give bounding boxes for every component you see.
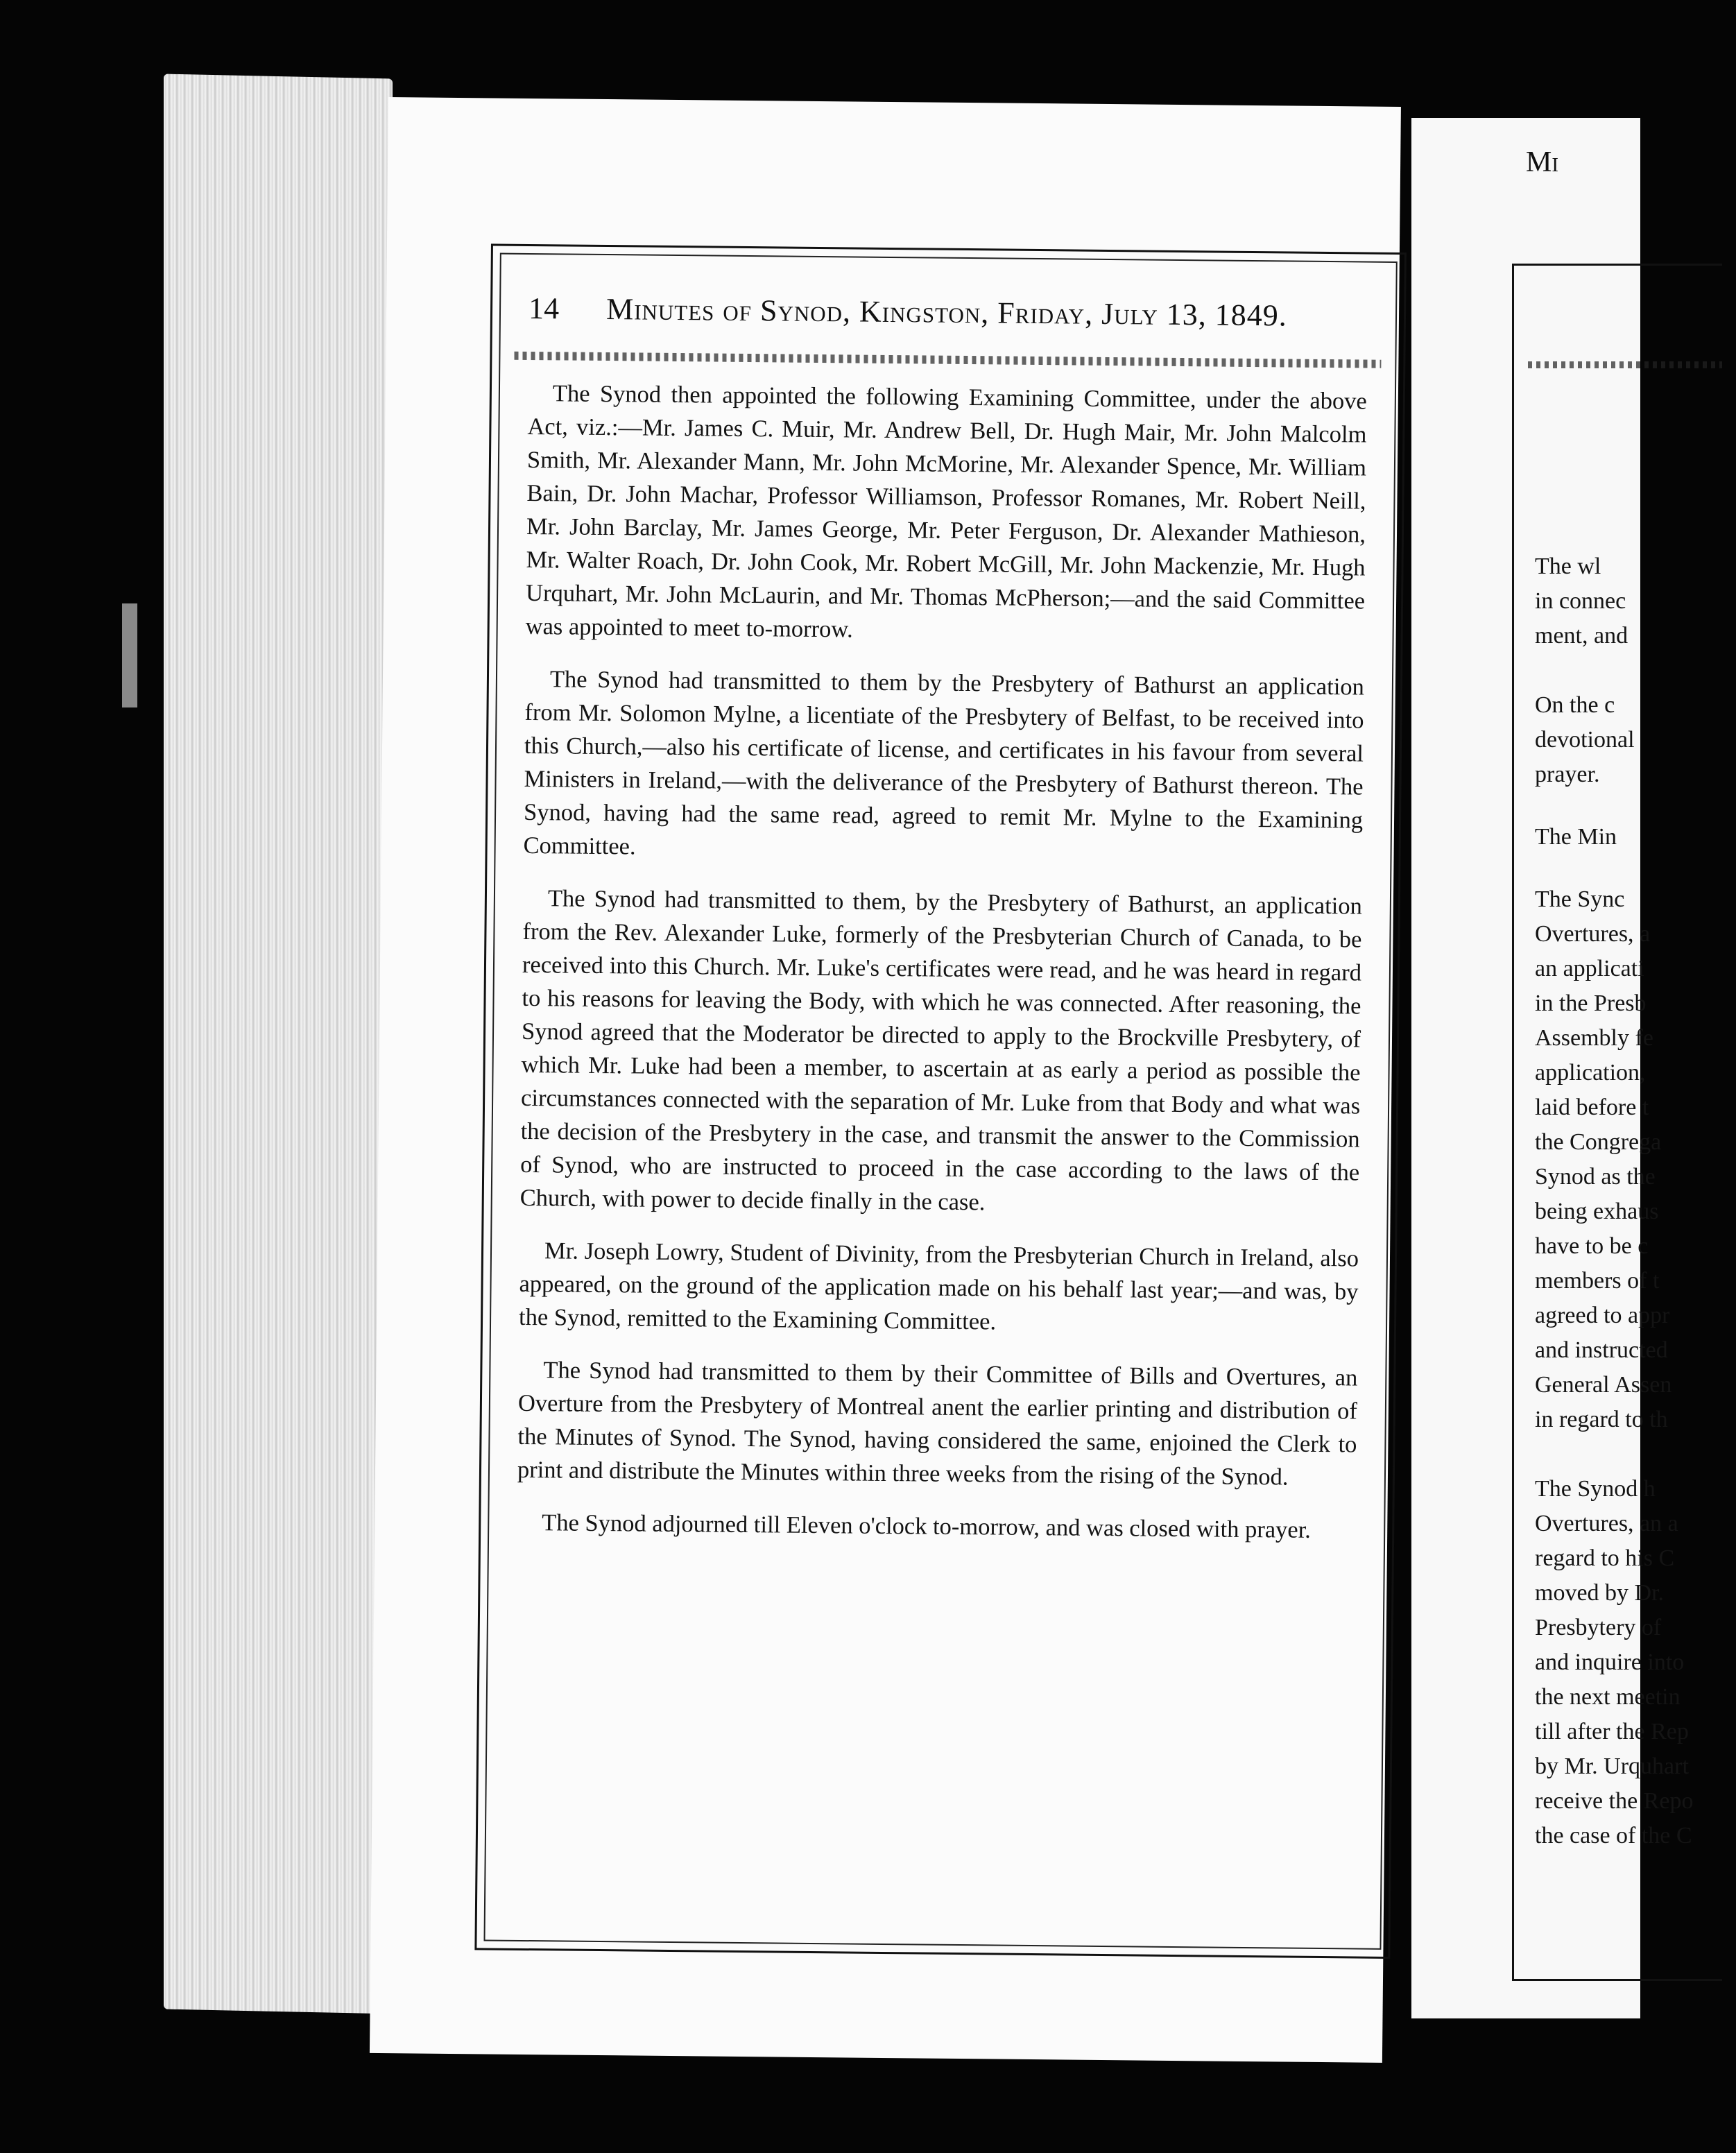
header-rule xyxy=(514,352,1381,368)
right-page xyxy=(1411,118,1694,2018)
right-page-line: The Min xyxy=(1535,824,1617,850)
right-page-line: in regard to th xyxy=(1535,1407,1668,1432)
page-frame-inner xyxy=(483,253,1397,1950)
right-page-line: the case of the C xyxy=(1535,1823,1692,1849)
right-page-line: prayer. xyxy=(1535,762,1600,787)
right-page-line: and instructed xyxy=(1535,1337,1668,1363)
right-page-line: the next meetin xyxy=(1535,1684,1681,1710)
right-page-line: On the c xyxy=(1535,692,1615,718)
right-page-line: and inquire into xyxy=(1535,1649,1685,1675)
right-page-line: ment, and xyxy=(1535,623,1628,649)
right-page-line: by Mr. Urquhart xyxy=(1535,1753,1689,1779)
right-page-header: Mi xyxy=(1526,146,1559,178)
page-header xyxy=(528,284,1368,341)
right-page-frame xyxy=(1512,264,1722,1981)
right-page-line: receive the Repo xyxy=(1535,1788,1694,1814)
right-page-line: the Congrega xyxy=(1535,1129,1662,1155)
right-page-line: The Synod h xyxy=(1535,1476,1656,1502)
right-page-line: devotional xyxy=(1535,727,1635,753)
paragraph-minutes-printing: The Synod had transmitted to them by their Committee of Bills and Overtures, an Overture from the Presbytery of Montreal anent the earlier printing and distribution of the Minutes of Synod. The Synod, having considered the same, enjoined the Clerk to print and distribute the Minutes within three weeks from the rising of the Synod. xyxy=(517,1357,1358,1491)
paragraph-luke-application: The Synod had transmitted to them, by the Presbytery of Bathurst, an application from the Rev. Alexander Luke, formerly of the Presbyterian Church of Canada, to be received into this Church. Mr. Luke's certificates were read, and he was heard in regard to his reasons for leaving the Body, with which he was connected. After reasoning, the Synod agreed that the Moderator be directed to apply to the Brockville Presbytery, of which Mr. Luke had been a member, to ascertain at as early a period as possible the circumstances connected with the separation of Mr. Luke from that Body and what was the decision of the Presbytery in the case, and transmit the answer to the Commission of Synod, who are instructed to proceed in the case according to the laws of the Church, with power to decide finally in the case. xyxy=(519,885,1363,1216)
running-title: Minutes of Synod, Kingston, Friday, July 13, 1849. xyxy=(605,291,1288,332)
paragraph-adjournment: The Synod adjourned till Eleven o'clock to-morrow, and was closed with prayer. xyxy=(542,1509,1312,1543)
right-page-line: Overtures, an a xyxy=(1535,1511,1678,1536)
right-page-line: till after the Rep xyxy=(1535,1719,1689,1744)
right-page-line: General Assen xyxy=(1535,1372,1672,1398)
right-page-line: have to be c xyxy=(1535,1233,1649,1259)
right-page-line: laid before t xyxy=(1535,1095,1649,1120)
right-page-line: regard to his C xyxy=(1535,1545,1675,1571)
right-page-line: Presbytery of xyxy=(1535,1615,1662,1640)
left-page xyxy=(370,97,1401,2063)
right-page-line: Assembly fe xyxy=(1535,1025,1653,1051)
right-page-line: in connec xyxy=(1535,588,1626,614)
paragraph-mylne-application: The Synod had transmitted to them by the Presbytery of Bathurst an application from Mr. Solomon Mylne, a licentiate of the Presbytery of Belfast, to be received into this Church,—also his certificate of license, and certificates in his favour from several Ministers in Ireland,—with the deliverance of the Presbytery of Bathurst thereon. The Synod, having had the same read, agreed to remit Mr. Mylne to the Examining Committee. xyxy=(523,666,1365,860)
paragraph-lowry: Mr. Joseph Lowry, Student of Divinity, from the Presbyterian Church in Ireland, also appeared, on the ground of the application made on his behalf last year;—and was, by the Synod, remitted to the Examining Committee. xyxy=(518,1237,1359,1335)
right-page-line: agreed to appr xyxy=(1535,1303,1670,1328)
right-page-line: The Sync xyxy=(1535,886,1625,912)
right-page-line: application, xyxy=(1535,1060,1646,1086)
page-frame xyxy=(474,243,1407,1959)
book-page-edges xyxy=(164,74,393,2014)
right-page-line: an applicati xyxy=(1535,956,1644,981)
page-number: 14 xyxy=(528,291,560,325)
right-page-line: in the Presb xyxy=(1535,990,1647,1016)
right-page-line: moved by Dr. xyxy=(1535,1580,1665,1606)
right-page-line: The wl xyxy=(1535,554,1601,579)
paragraph-examining-committee: The Synod then appointed the following Examining Committee, under the above Act, viz.:—Mr. James C. Muir, Mr. Andrew Bell, Dr. Hugh Mair, Mr. John Malcolm Smith, Mr. Alexander Mann, Mr. John McMorine, Mr. Alexander Spence, Mr. William Bain, Dr. John Machar, Professor Williamson, Professor Romanes, Mr. Robert Neill, Mr. John Barclay, Mr. James George, Mr. Peter Ferguson, Dr. Alexander Mathieson, Mr. Walter Roach, Dr. John Cook, Mr. Robert McGill, Mr. John Mackenzie, Mr. Hugh Urquhart, Mr. John McLaurin, and Mr. Thomas McPherson;—and the said Committee was appointed to meet to-morrow. xyxy=(525,380,1368,643)
right-page-line: members of t xyxy=(1535,1268,1660,1294)
right-page-line: Synod as the xyxy=(1535,1164,1656,1190)
page-body xyxy=(517,377,1367,1567)
right-page-line: being exhaus xyxy=(1535,1199,1659,1224)
right-header-rule xyxy=(1528,361,1722,368)
right-page-line: Overtures, a xyxy=(1535,921,1651,947)
bookmark-ribbon xyxy=(122,603,137,707)
